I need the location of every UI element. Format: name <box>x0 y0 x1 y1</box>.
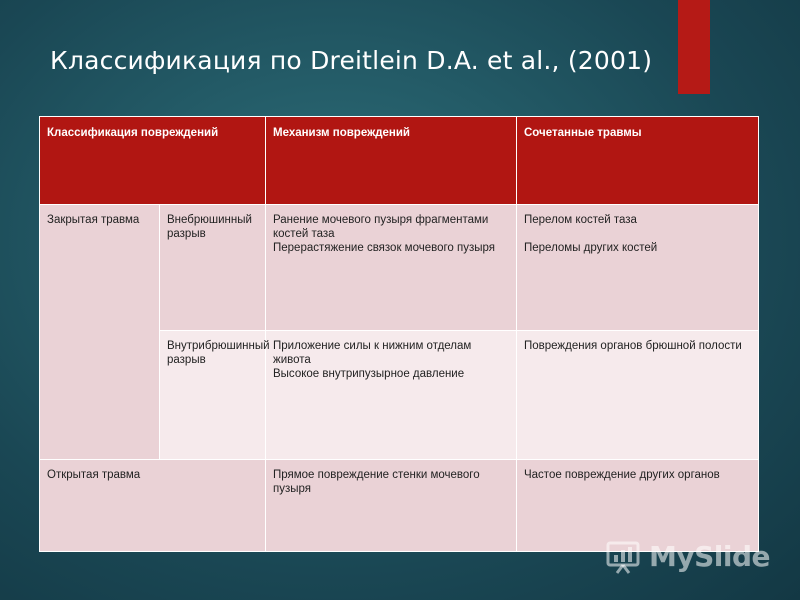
table-row <box>40 205 759 331</box>
mechanism-line: Высокое внутрипузырное давление <box>273 368 465 380</box>
combined-line: Перелом костей таза <box>524 214 637 226</box>
header-mechanism: Механизм повреждений <box>266 117 517 205</box>
presentation-icon <box>606 537 644 575</box>
cell-intraperitoneal-mechanism <box>266 331 517 460</box>
header-combined: Сочетанные травмы <box>517 117 759 205</box>
cell-open-combined: Частое повреждение других органов <box>517 460 759 552</box>
watermark <box>606 536 770 576</box>
header-classification: Классификация повреждений <box>40 117 266 205</box>
cell-intraperitoneal-type: Внутрибрюшинный разрыв <box>160 331 266 460</box>
cell-closed-trauma: Закрытая травма <box>40 205 160 460</box>
cell-open-mechanism: Прямое повреждение стенки мочевого пузыря <box>266 460 517 552</box>
mechanism-line: Приложение силы к нижним отделам живота <box>273 340 472 366</box>
combined-line: Переломы других костей <box>524 242 658 254</box>
cell-extraperitoneal-mechanism <box>266 205 517 331</box>
accent-bar <box>678 0 710 94</box>
cell-open-trauma: Открытая травма <box>40 460 266 552</box>
watermark-text: MySlide <box>649 539 771 573</box>
mechanism-line: Ранение мочевого пузыря фрагментами костей таза <box>273 214 489 240</box>
cell-intraperitoneal-combined: Повреждения органов брюшной полости <box>517 331 759 460</box>
cell-extraperitoneal-combined <box>517 205 759 331</box>
cell-extraperitoneal-type: Внебрюшинный разрыв <box>160 205 266 331</box>
slide-title: Классификация по Dreitlein D.A. et al., (2001) <box>50 46 653 75</box>
mechanism-line: Перерастяжение связок мочевого пузыря <box>273 242 496 254</box>
table-header-row <box>40 117 759 205</box>
classification-table <box>39 116 759 552</box>
